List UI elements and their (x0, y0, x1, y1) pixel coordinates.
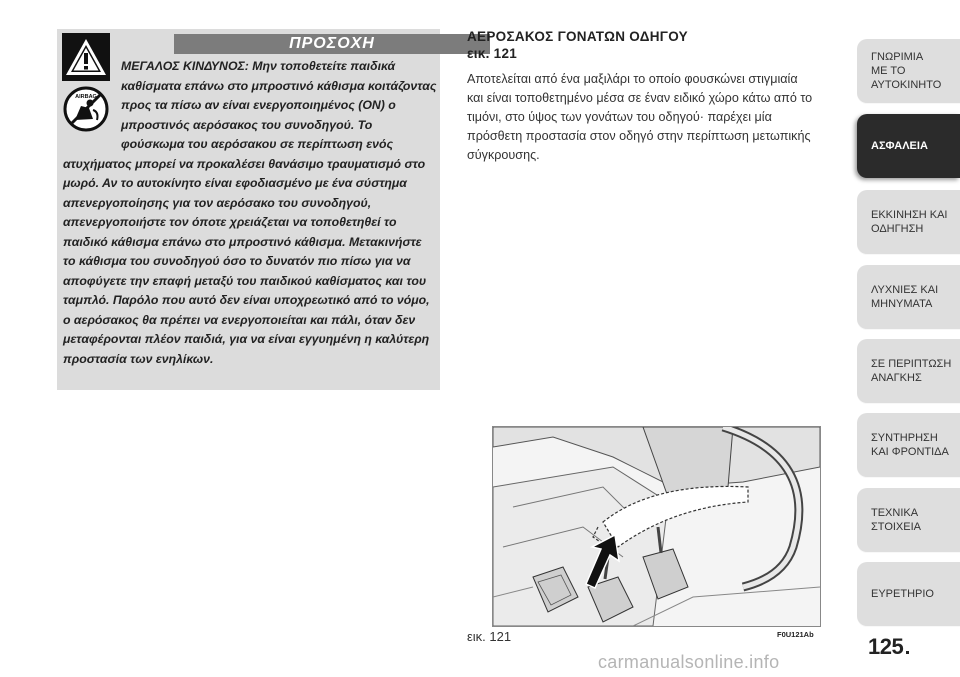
warning-box (57, 29, 440, 390)
tab-emergency[interactable]: ΣΕ ΠΕΡΙΠΤΩΣΗ ΑΝΑΓΚΗΣ (857, 339, 960, 403)
figure-code: F0U121Ab (777, 630, 814, 639)
tab-warning-lights[interactable]: ΛΥΧΝΙΕΣ ΚΑΙ ΜΗΝΥΜΑΤΑ (857, 265, 960, 329)
warning-text: ΜΕΓΑΛΟΣ ΚΙΝΔΥΝΟΣ: Μην τοποθετείτε παιδικά καθίσματα επάνω στο μπροστινό κάθισμα κοιτάζοντας προς τα πίσω αν είναι ενεργοποιημένος (ΟΝ) ο μπροστινός αερόσακος του συνοδηγού. Το φούσκωμα του αερόσακου σε περίπτωση ενός ατυχήματος μπορεί να προκαλέσει θανάσιμο τραυματισμό στο μωρό. Αν το αυτοκίνητο είναι εφοδιασμένο με ένα σύστημα απενεργοποίησης για τον αερόσακο του συνοδηγού, απενεργοποιήστε τον όποτε χρειάζεται να τοποθετηθεί το παιδικό κάθισμα επάνω στο μπροστινό κάθισμα. Μετακινήστε το κάθισμα του συνοδηγού όσο το δυνατόν πιο πίσω για να αποφύγετε την επαφή μεταξύ του παιδικού καθίσματος και του ταμπλό. Παρόλο που αυτό δεν είναι υποχρεωτικό από το νόμο, ο αερόσακος θα πρέπει να ενεργοποιείται και πάλι, όταν δεν μεταφέρονται πλέον παιδιά, για να είναι εγγυημένη η καλύτερη προστασία των ενηλίκων. (63, 59, 437, 366)
watermark: carmanualsonline.info (598, 652, 780, 672)
knee-airbag-illustration (492, 426, 821, 627)
section-body: Αποτελείται από ένα μαξιλάρι το οποίο φουσκώνει στιγμιαία και είναι τοποθετημένο μέσα σε έναν ειδικό χώρο κάτω από το τιμόνι, στο ύψος των γονάτων του οδηγού· παρέχει μία πρόσθετη προστασία στον οδηγό στην περίπτωση μετωπικής σύγκρουσης. (467, 72, 813, 162)
tab-index[interactable]: ΕΥΡΕΤΗΡΙΟ (857, 562, 960, 626)
section-heading (467, 28, 688, 62)
section-fig-ref: εικ. 121 (467, 46, 518, 61)
tab-vehicle-intro[interactable]: ΓΝΩΡΙΜΙΑ ΜΕ ΤΟ ΑΥΤΟΚΙΝΗΤΟ (857, 39, 960, 103)
warning-title: ΠΡΟΣΟΧΗ (174, 34, 490, 54)
tab-safety[interactable]: ΑΣΦΑΛΕΙΑ (857, 114, 960, 178)
airbag-icon-label: AIRBAG (75, 94, 97, 100)
page-number: 125 (868, 634, 909, 660)
figure-caption: εικ. 121 (467, 629, 512, 644)
tab-maintenance[interactable]: ΣΥΝΤΗΡΗΣΗ ΚΑΙ ΦΡΟΝΤΙΔΑ (857, 413, 960, 477)
tab-technical-data[interactable]: ΤΕΧΝΙΚΑ ΣΤΟΙΧΕΙΑ (857, 488, 960, 552)
section-title: ΑΕΡΟΣΑΚΟΣ ΓΟΝΑΤΩΝ ΟΔΗΓΟΥ (467, 29, 688, 44)
tab-starting-driving[interactable]: ΕΚΚΙΝΗΣΗ ΚΑΙ ΟΔΗΓΗΣΗ (857, 190, 960, 254)
